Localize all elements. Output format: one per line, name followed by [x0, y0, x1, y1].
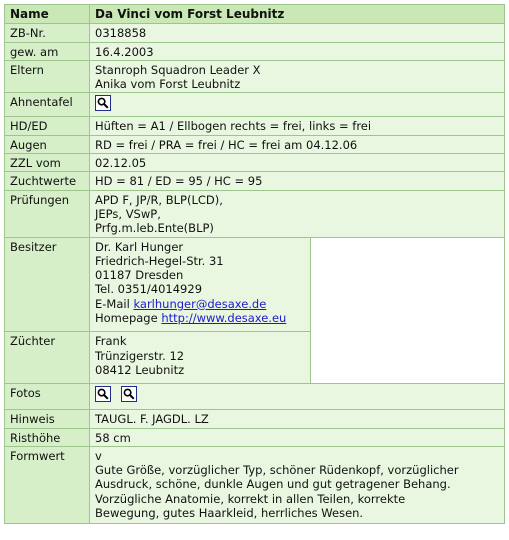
fotos-value — [90, 384, 505, 410]
breeder-name: Frank — [95, 334, 127, 349]
magnifier-icon[interactable] — [95, 95, 111, 111]
formwert-text-line: Gute Größe, vorzüglicher Typ, schöner Rüdenkopf, vorzüglicher — [95, 463, 459, 478]
email-prefix: E-Mail — [95, 296, 134, 311]
besitzer-label: Besitzer — [5, 237, 90, 332]
besitzer-value — [90, 237, 311, 332]
mother-name: Anika vom Forst Leubnitz — [95, 77, 241, 92]
row-eltern — [5, 60, 505, 93]
formwert-value — [90, 446, 505, 523]
father-name: Stanroph Squadron Leader X — [95, 62, 261, 77]
row-ahnentafel — [5, 93, 505, 117]
owner-name: Dr. Karl Hunger — [95, 239, 184, 254]
exam-line: Prfg.m.leb.Ente(BLP) — [95, 221, 214, 236]
zuechter-value — [90, 332, 311, 384]
exam-line: APD F, JP/R, BLP(LCD), — [95, 192, 223, 207]
row-fotos — [5, 384, 505, 410]
formwert-text-line: Vorzügliche Anatomie, korrekt in allen Teilen, korrekte — [95, 491, 406, 506]
row-gew-am — [5, 42, 505, 60]
risthoehe-label: Risthöhe — [5, 428, 90, 446]
row-hd-ed — [5, 117, 505, 135]
row-zb-nr — [5, 24, 505, 42]
fotos-label: Fotos — [5, 384, 90, 410]
row-zuchtwerte — [5, 172, 505, 190]
gew-am-label: gew. am — [5, 42, 90, 60]
magnifier-icon[interactable] — [95, 386, 111, 402]
formwert-grade: v — [95, 448, 102, 463]
risthoehe-value: 58 cm — [90, 428, 505, 446]
owner-street: Friedrich-Hegel-Str. 31 — [95, 253, 224, 268]
row-besitzer — [5, 237, 505, 332]
dog-name: Da Vinci vom Forst Leubnitz — [90, 5, 505, 24]
exam-line: JEPs, VSwP, — [95, 206, 161, 221]
row-formwert — [5, 446, 505, 523]
row-hinweis — [5, 410, 505, 428]
row-pruefungen — [5, 190, 505, 237]
gew-am-value: 16.4.2003 — [90, 42, 505, 60]
owner-city: 01187 Dresden — [95, 268, 184, 283]
owner-phone: Tel. 0351/4014929 — [95, 282, 203, 297]
zzl-label: ZZL vom — [5, 154, 90, 172]
owner-homepage-line — [95, 311, 305, 325]
eltern-label: Eltern — [5, 60, 90, 93]
owner-homepage-link[interactable]: http://www.desaxe.eu — [161, 311, 287, 326]
formwert-label: Formwert — [5, 446, 90, 523]
row-risthoehe — [5, 428, 505, 446]
magnifier-icon[interactable] — [121, 386, 137, 402]
augen-label: Augen — [5, 135, 90, 153]
ahnentafel-label: Ahnentafel — [5, 93, 90, 117]
formwert-text-line: Ausdruck, schöne, dunkle Augen und gut getragener Behang. — [95, 477, 451, 492]
breeder-street: Trünzigerstr. 12 — [95, 348, 185, 363]
zuchtwerte-value: HD = 81 / ED = 95 / HC = 95 — [90, 172, 505, 190]
eltern-value — [90, 60, 505, 93]
hd-ed-label: HD/ED — [5, 117, 90, 135]
hinweis-label: Hinweis — [5, 410, 90, 428]
zuechter-label: Züchter — [5, 332, 90, 384]
breeder-city: 08412 Leubnitz — [95, 362, 185, 377]
augen-value: RD = frei / PRA = frei / HC = frei am 04.12.06 — [90, 135, 505, 153]
row-augen — [5, 135, 505, 153]
pruefungen-label: Prüfungen — [5, 190, 90, 237]
owner-email-line — [95, 297, 305, 311]
name-label: Name — [5, 5, 90, 24]
homepage-prefix: Homepage — [95, 311, 162, 326]
formwert-text-line: Bewegung, gutes Haarkleid, herrliches Wesen. — [95, 506, 364, 521]
pruefungen-value — [90, 190, 505, 237]
hd-ed-value: Hüften = A1 / Ellbogen rechts = frei, links = frei — [90, 117, 505, 135]
photo-placeholder — [311, 237, 505, 384]
hinweis-value: TAUGL. F. JAGDL. LZ — [90, 410, 505, 428]
zuchtwerte-label: Zuchtwerte — [5, 172, 90, 190]
zb-nr-label: ZB-Nr. — [5, 24, 90, 42]
zzl-value: 02.12.05 — [90, 154, 505, 172]
ahnentafel-value — [90, 93, 505, 117]
zb-nr-value: 0318858 — [90, 24, 505, 42]
row-zzl — [5, 154, 505, 172]
header-row — [5, 5, 505, 24]
owner-email-link[interactable]: karlhunger@desaxe.de — [133, 296, 267, 311]
dog-record-table — [4, 4, 505, 524]
